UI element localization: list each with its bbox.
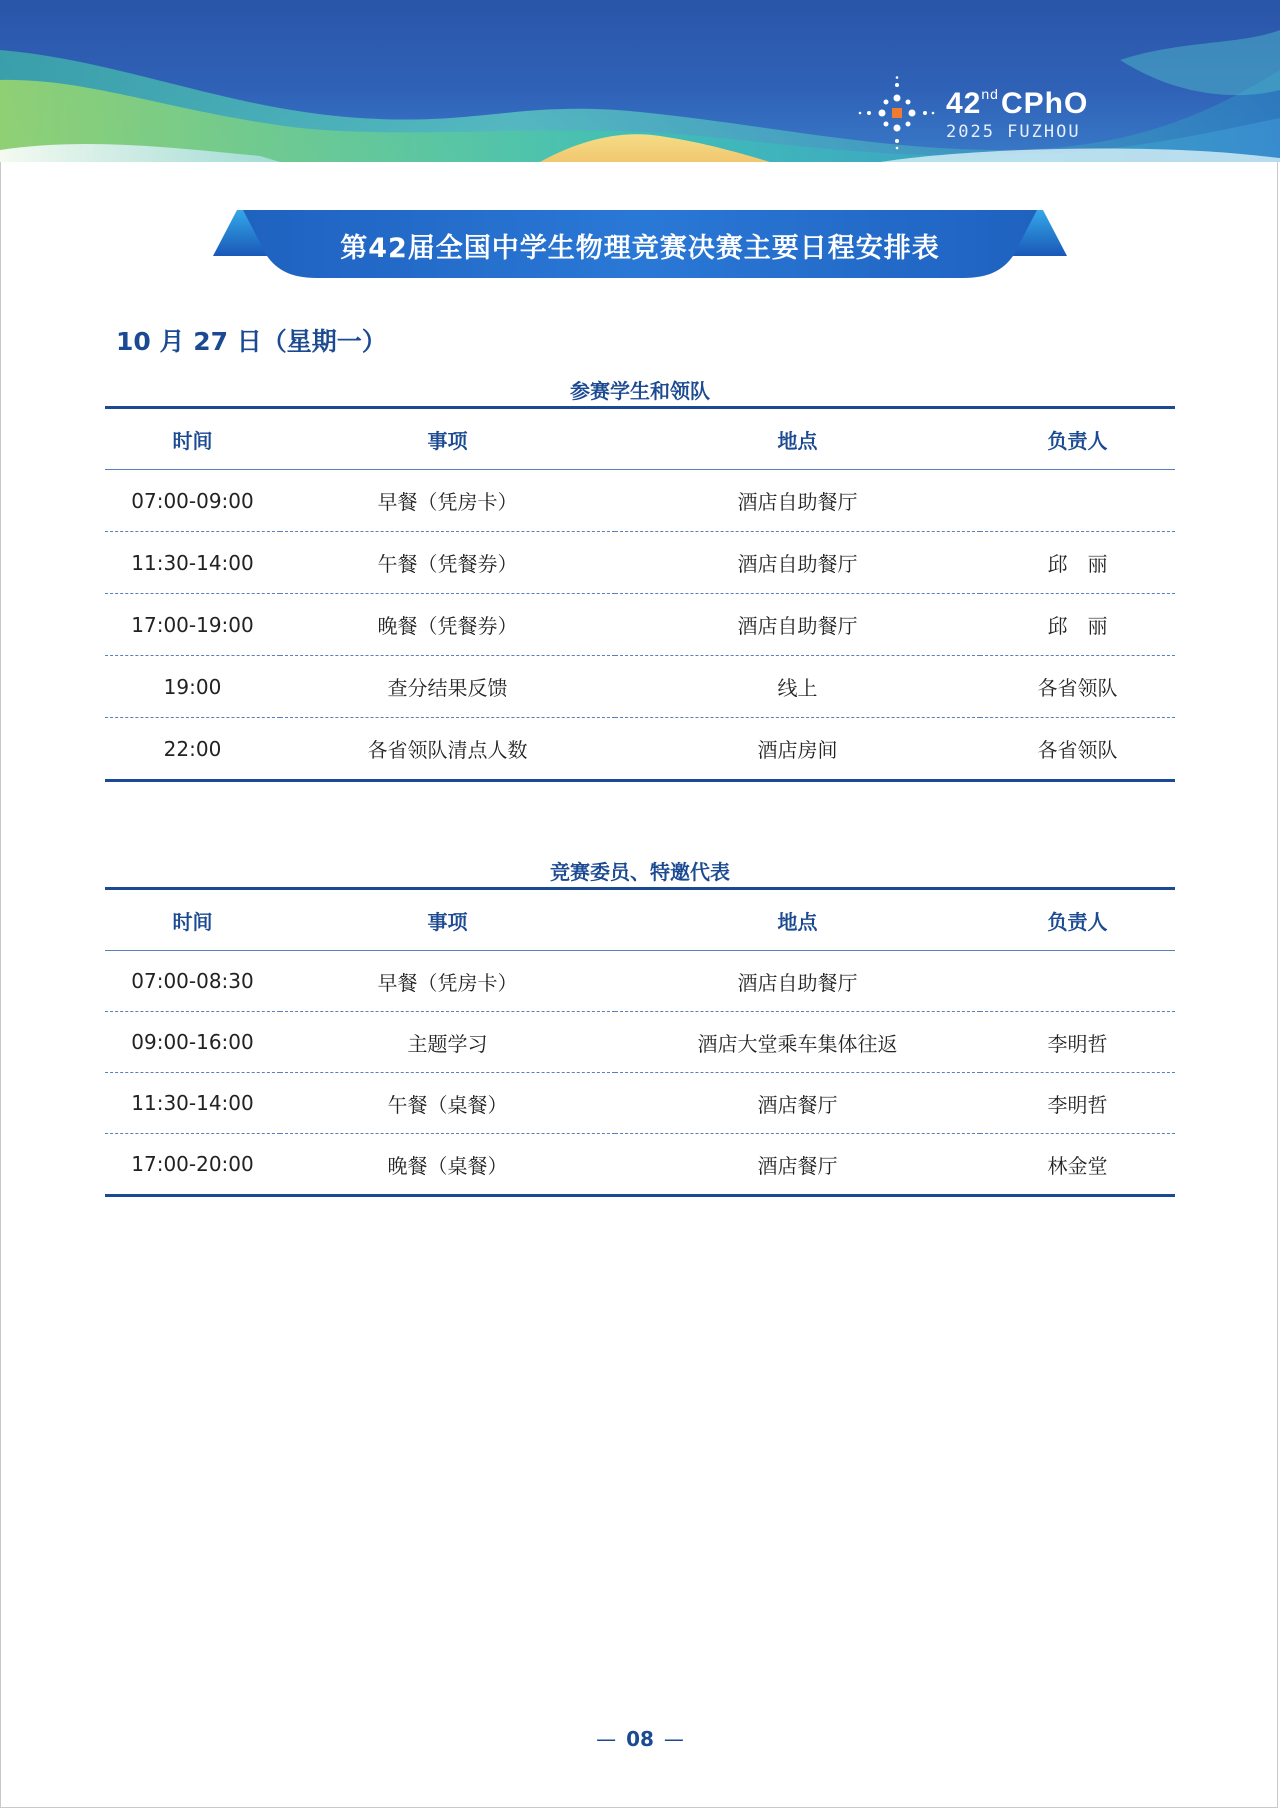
table-row	[105, 951, 1175, 1012]
column-header-time: 时间	[105, 889, 280, 951]
column-header-person: 负责人	[980, 889, 1175, 951]
cell-time: 19:00	[105, 656, 280, 718]
cell-person	[980, 470, 1175, 532]
cell-time: 11:30-14:00	[105, 1073, 280, 1134]
cell-location: 酒店房间	[615, 718, 980, 781]
cell-time: 09:00-16:00	[105, 1012, 280, 1073]
table-row	[105, 1012, 1175, 1073]
cell-time: 22:00	[105, 718, 280, 781]
cell-person: 各省领队	[980, 718, 1175, 781]
cell-location: 酒店自助餐厅	[615, 470, 980, 532]
logo-subline: 2025 FUZHOU	[946, 122, 1081, 142]
page-number-dash-left: —	[596, 1727, 617, 1751]
column-header-item: 事项	[280, 408, 615, 470]
schedule-table	[105, 406, 1175, 782]
column-header-person: 负责人	[980, 408, 1175, 470]
cell-time: 11:30-14:00	[105, 532, 280, 594]
title-ribbon	[213, 208, 1067, 280]
cell-person: 各省领队	[980, 656, 1175, 718]
table-row	[105, 656, 1175, 718]
cell-location: 酒店自助餐厅	[615, 594, 980, 656]
header-banner	[0, 0, 1280, 162]
table-row	[105, 532, 1175, 594]
cell-person: 邱 丽	[980, 532, 1175, 594]
cell-item: 查分结果反馈	[280, 656, 615, 718]
schedule-table	[105, 887, 1175, 1197]
date-heading: 10 月 27 日（星期一）	[116, 327, 387, 356]
cell-item: 午餐（凭餐券）	[280, 532, 615, 594]
page-number-dash-right: —	[663, 1727, 684, 1751]
cpho-logo	[856, 76, 1096, 152]
section-title: 参赛学生和领队	[570, 379, 710, 403]
column-header-time: 时间	[105, 408, 280, 470]
table-header-row	[105, 889, 1175, 951]
table-row	[105, 718, 1175, 781]
table-header-row	[105, 408, 1175, 470]
cell-person: 李明哲	[980, 1012, 1175, 1073]
table-row	[105, 1073, 1175, 1134]
cell-location: 酒店餐厅	[615, 1073, 980, 1134]
column-header-item: 事项	[280, 889, 615, 951]
cell-item: 早餐（凭房卡）	[280, 951, 615, 1012]
cell-item: 午餐（桌餐）	[280, 1073, 615, 1134]
cell-time: 17:00-19:00	[105, 594, 280, 656]
star-burst-icon	[856, 76, 936, 152]
logo-wordmark: 42ndCPhO	[946, 86, 1089, 120]
cell-location: 酒店自助餐厅	[615, 532, 980, 594]
cell-time: 07:00-09:00	[105, 470, 280, 532]
cell-person: 林金堂	[980, 1134, 1175, 1196]
table-row	[105, 594, 1175, 656]
cell-item: 早餐（凭房卡）	[280, 470, 615, 532]
page-number	[0, 1727, 1280, 1751]
section-title: 竞赛委员、特邀代表	[550, 860, 730, 884]
table-row	[105, 470, 1175, 532]
cell-location: 酒店大堂乘车集体往返	[615, 1012, 980, 1073]
cell-location: 酒店餐厅	[615, 1134, 980, 1196]
cell-item: 晚餐（桌餐）	[280, 1134, 615, 1196]
cell-time: 17:00-20:00	[105, 1134, 280, 1196]
cell-item: 各省领队清点人数	[280, 718, 615, 781]
page-number-value: 08	[626, 1727, 654, 1751]
cell-person: 李明哲	[980, 1073, 1175, 1134]
cell-time: 07:00-08:30	[105, 951, 280, 1012]
cell-person: 邱 丽	[980, 594, 1175, 656]
cell-item: 晚餐（凭餐券）	[280, 594, 615, 656]
schedule-section-students	[105, 376, 1175, 782]
cell-location: 线上	[615, 656, 980, 718]
cell-person	[980, 951, 1175, 1012]
column-header-location: 地点	[615, 408, 980, 470]
table-row	[105, 1134, 1175, 1196]
cell-location: 酒店自助餐厅	[615, 951, 980, 1012]
column-header-location: 地点	[615, 889, 980, 951]
page-title: 第42届全国中学生物理竞赛决赛主要日程安排表	[340, 233, 940, 264]
cell-item: 主题学习	[280, 1012, 615, 1073]
schedule-section-committee	[105, 857, 1175, 1197]
